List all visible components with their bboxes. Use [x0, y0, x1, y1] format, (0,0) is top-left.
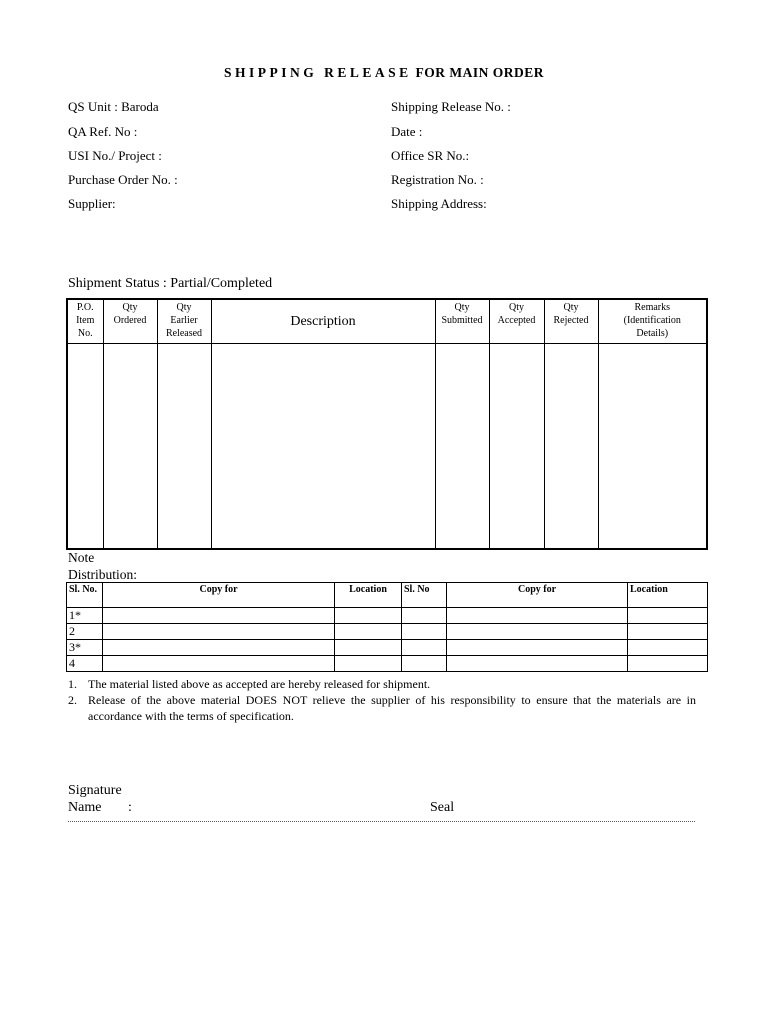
header-qty-accepted: Qty Accepted	[489, 299, 544, 344]
dist-cell-sl-no[interactable]	[402, 624, 447, 640]
dist-cell-location[interactable]	[335, 608, 402, 624]
dist-cell-copy-for-2[interactable]	[447, 656, 628, 672]
dist-cell-copy-for[interactable]	[103, 656, 335, 672]
field-qa-ref: QA Ref. No :	[68, 124, 138, 139]
dist-row-number: 3*	[67, 640, 103, 656]
document-title	[0, 65, 768, 81]
items-table	[66, 298, 708, 550]
field-purchase-order: Purchase Order No. :	[68, 172, 178, 187]
dist-cell-location-2[interactable]	[628, 640, 708, 656]
field-date: Date :	[391, 124, 423, 139]
items-table-body-row	[67, 344, 707, 550]
dist-row-number: 4	[67, 656, 103, 672]
seal-label: Seal	[430, 800, 455, 815]
dist-cell-sl-no[interactable]	[402, 656, 447, 672]
cell-qty-accepted[interactable]	[489, 344, 544, 550]
signature-label: Signature	[68, 783, 122, 798]
field-office-sr-no: Office SR No.:	[391, 148, 470, 163]
dist-cell-copy-for[interactable]	[103, 624, 335, 640]
dist-header-copy-for: Copy for	[103, 583, 335, 608]
dist-cell-copy-for[interactable]	[103, 640, 335, 656]
table-row	[67, 656, 708, 672]
table-row	[67, 624, 708, 640]
dist-cell-location-2[interactable]	[628, 608, 708, 624]
table-row	[67, 608, 708, 624]
field-usi-project: USI No./ Project :	[68, 148, 162, 163]
cell-remarks[interactable]	[598, 344, 707, 550]
field-shipping-address: Shipping Address:	[391, 196, 487, 211]
header-qty-submitted: Qty Submitted	[435, 299, 489, 344]
note-text: The material listed above as accepted are hereby released for shipment.	[88, 677, 431, 691]
dist-cell-copy-for[interactable]	[103, 608, 335, 624]
list-item	[68, 692, 696, 724]
header-qty-rejected: Qty Rejected	[544, 299, 598, 344]
dist-header-location-2: Location	[628, 583, 708, 608]
header-qty-earlier-released: Qty Earlier Released	[157, 299, 211, 344]
dist-header-sl-no-2: Sl. No	[402, 583, 447, 608]
field-shipping-release-no: Shipping Release No. :	[391, 99, 511, 114]
dist-cell-location[interactable]	[335, 656, 402, 672]
cell-description[interactable]	[211, 344, 435, 550]
dist-cell-sl-no[interactable]	[402, 608, 447, 624]
cell-po-item-no[interactable]	[67, 344, 103, 550]
dist-cell-sl-no[interactable]	[402, 640, 447, 656]
cell-qty-submitted[interactable]	[435, 344, 489, 550]
note-number: 1.	[68, 677, 77, 691]
title-part-2: FOR MAIN ORDER	[415, 65, 545, 80]
dist-cell-location[interactable]	[335, 624, 402, 640]
dist-header-sl-no: Sl. No.	[67, 583, 103, 608]
field-registration-no: Registration No. :	[391, 172, 484, 187]
dist-cell-location-2[interactable]	[628, 656, 708, 672]
notes-list	[68, 676, 696, 724]
dist-row-number: 1*	[67, 608, 103, 624]
field-supplier: Supplier:	[68, 196, 116, 211]
cell-qty-rejected[interactable]	[544, 344, 598, 550]
name-colon: :	[128, 800, 132, 815]
cell-qty-ordered[interactable]	[103, 344, 157, 550]
note-text: Release of the above material DOES NOT relieve the supplier of his responsibility to ensure that the materials are in accordance with the terms of specification.	[88, 693, 696, 723]
list-item	[68, 676, 696, 692]
shipment-status: Shipment Status : Partial/Completed	[68, 276, 273, 291]
table-row	[67, 640, 708, 656]
dist-cell-copy-for-2[interactable]	[447, 624, 628, 640]
cell-qty-earlier-released[interactable]	[157, 344, 211, 550]
dist-cell-copy-for-2[interactable]	[447, 608, 628, 624]
dist-cell-location[interactable]	[335, 640, 402, 656]
note-label: Note	[68, 550, 95, 565]
header-po-item-no: P.O. Item No.	[67, 299, 103, 344]
distribution-label: Distribution:	[68, 567, 138, 582]
title-part-1: SHIPPING RELEASE	[223, 65, 412, 80]
dist-row-number: 2	[67, 624, 103, 640]
distribution-table	[66, 582, 708, 672]
name-label: Name	[68, 800, 102, 815]
dist-header-copy-for-2: Copy for	[447, 583, 628, 608]
dist-cell-location-2[interactable]	[628, 624, 708, 640]
header-remarks: Remarks (Identification Details)	[598, 299, 707, 344]
header-description: Description	[211, 299, 435, 344]
header-qty-ordered: Qty Ordered	[103, 299, 157, 344]
field-qs-unit: QS Unit : Baroda	[68, 99, 159, 114]
signature-dotted-line	[68, 821, 695, 822]
distribution-table-header	[67, 583, 708, 608]
dist-header-location: Location	[335, 583, 402, 608]
items-table-header	[67, 299, 707, 344]
dist-cell-copy-for-2[interactable]	[447, 640, 628, 656]
note-number: 2.	[68, 693, 77, 707]
